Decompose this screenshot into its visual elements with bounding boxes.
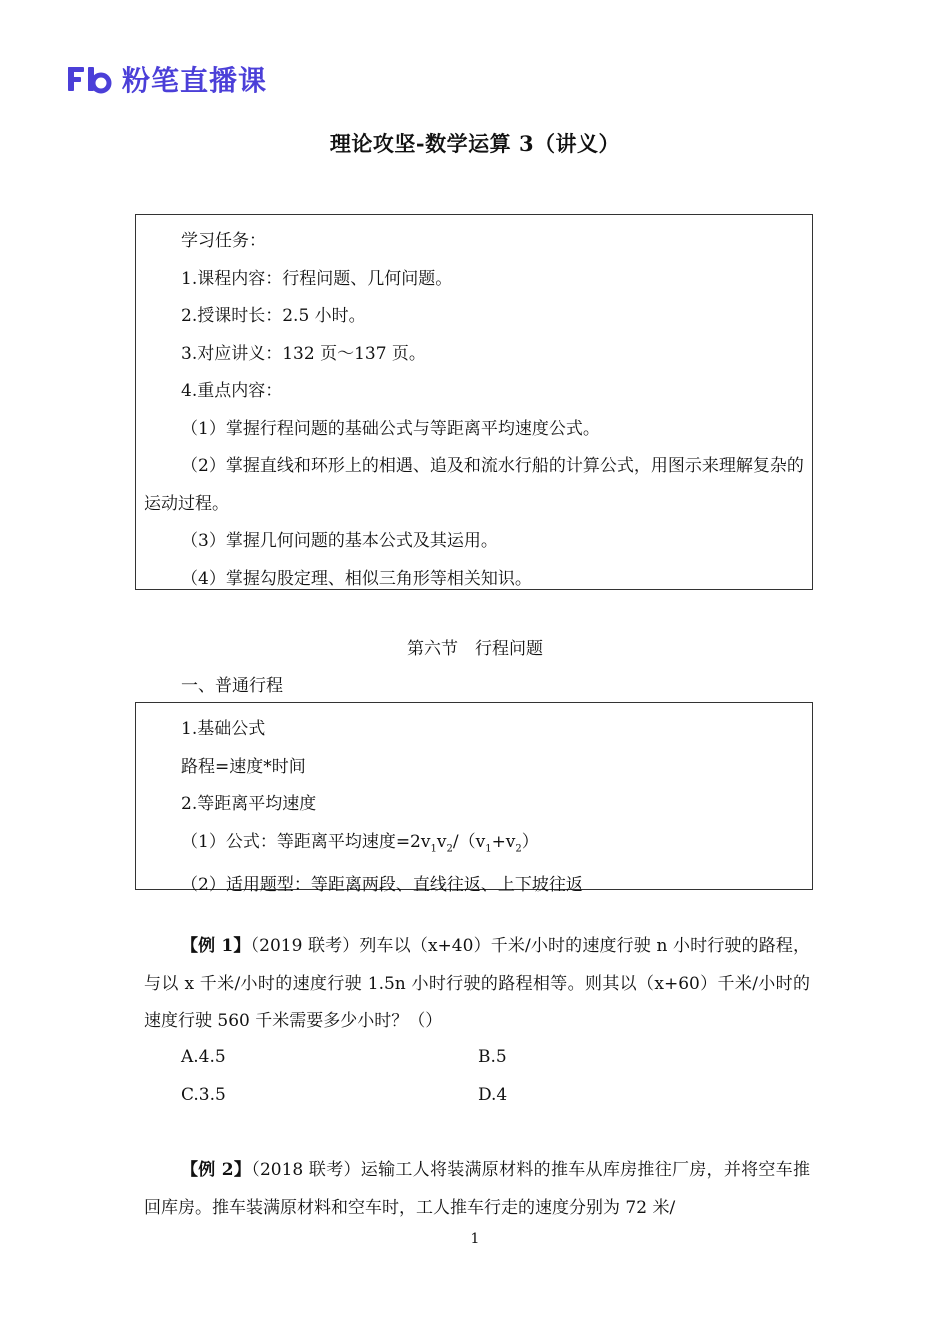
option-a: A.4.5 [181,1047,226,1067]
page-title: 理论攻坚-数学运算 3（讲义） [329,131,621,156]
average-speed-formula: （1）公式：等距离平均速度$=2v_1v_2/(v_1+v_2)$ [181,831,539,854]
brand-name: 粉笔直播课 [122,64,268,97]
formula-line: （2）适用题型：等距离两段、直线往返、上下坡往返 [181,875,583,896]
example-1 [144,928,810,1041]
formula-line: 2.等距离平均速度 [181,794,317,814]
learning-tasks-box [135,214,813,590]
tasks-heading: 学习任务： [181,231,266,251]
option-b: B.5 [478,1047,507,1067]
example-1-label: 【例 1】 [181,936,251,956]
section-subtitle: 一、普通行程 [181,676,283,696]
task-line: （1）掌握行程问题的基础公式与等距离平均速度公式。 [181,418,600,439]
task-line: 2.授课时长：2.5 小时。 [181,306,366,326]
task-line: （3）掌握几何问题的基本公式及其运用。 [181,531,498,551]
section-title: 第六节 行程问题 [407,639,543,659]
task-line: 3.对应讲义：132 页～137 页。 [181,343,426,364]
fb-logo-icon [66,64,116,94]
formula-line: 路程=速度*时间 [181,756,306,777]
option-c: C.3.5 [181,1085,226,1105]
task-line: 1.课程内容：行程问题、几何问题。 [181,268,453,289]
brand-logo [66,62,267,96]
example-1-text: （2019 联考）列车以（x+40）千米/小时的速度行驶 n 小时行驶的路程，与以 x 千米/小时的速度行驶 1.5n 小时行驶的路程相等。则其以（x+60）千米/小时的速度行驶 560 千米需要多少小时？（） [144,936,810,1031]
example-2-label: 【例 2】 [181,1160,252,1180]
example-2-text: （2018 联考）运输工人将装满原材料的推车从库房推往厂房，并将空车推回库房。推车装满原材料和空车时，工人推车行走的速度分别为 72 米/ [144,1160,810,1218]
task-line: （2）掌握直线和环形上的相遇、追及和流水行船的计算公式，用图示来理解复杂的运动过程。 [144,456,804,514]
task-line: （4）掌握勾股定理、相似三角形等相关知识。 [181,568,532,589]
task-line: 4.重点内容： [181,381,283,401]
formula-box [135,702,813,896]
example-2 [144,1152,810,1227]
page-number: 1 [470,1231,480,1247]
option-d: D.4 [478,1085,508,1105]
formula-line: 1.基础公式 [181,719,266,739]
